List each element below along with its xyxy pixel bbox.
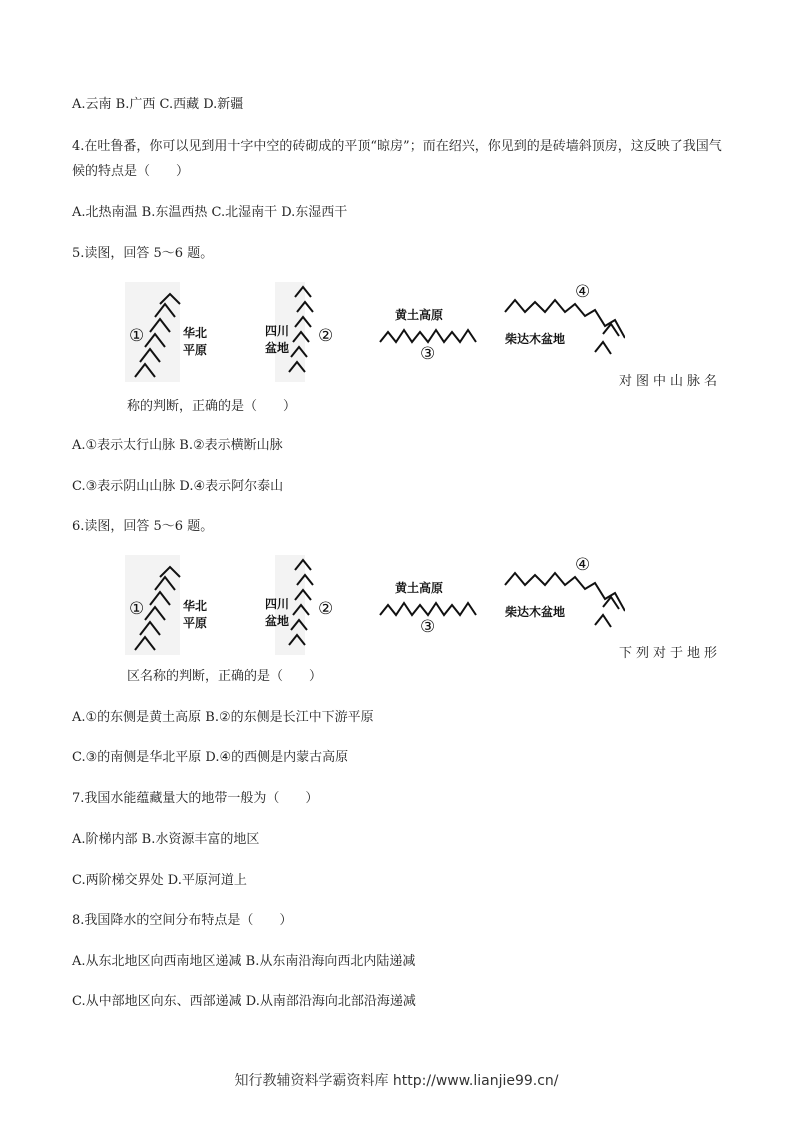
q7-options-cd: C.两阶梯交界处 D.平原河道上 [72, 873, 247, 888]
label-huabei-1: 华北 [183, 599, 208, 613]
marker-4: ④ [575, 282, 591, 302]
label-loess: 黄土高原 [395, 308, 444, 322]
marker-2: ② [318, 599, 334, 619]
q7-options-ab: A.阶梯内部 B.水资源丰富的地区 [72, 832, 260, 847]
q6-options-ab: A.①的东侧是黄土高原 B.②的东侧是长江中下游平原 [72, 710, 374, 725]
q8-options-cd: C.从中部地区向东、西部递减 D.从南部沿海向北部沿海递减 [72, 994, 416, 1009]
label-huabei-2: 平原 [183, 343, 208, 357]
q6-tail-left: 区名称的判断，正确的是（ ） [127, 669, 323, 684]
q8-options-ab: A.从东北地区向西南地区递减 B.从东南沿海向西北内陆递减 [72, 954, 416, 969]
label-sichuan-1: 四川 [265, 324, 290, 338]
marker-4: ④ [575, 555, 591, 575]
mountain-range-3 [380, 330, 476, 342]
q5-options-ab: A.①表示太行山脉 B.②表示横断山脉 [72, 438, 283, 453]
q7-stem: 7.我国水能蕴藏量大的地带一般为（ ） [72, 791, 319, 806]
marker-2: ② [318, 326, 334, 346]
label-huabei-2: 平原 [183, 616, 208, 630]
label-sichuan-2: 盆地 [265, 614, 290, 628]
label-qaidam: 柴达木盆地 [505, 332, 566, 346]
q3-options: A.云南 B.广西 C.西藏 D.新疆 [72, 97, 244, 112]
q5-tail-right: 对图中山脉名 [618, 374, 721, 389]
mountain-figure-q5 [125, 282, 625, 382]
marker-1: ① [129, 599, 145, 619]
label-qaidam: 柴达木盆地 [505, 605, 566, 619]
q5-intro: 5.读图，回答 5～6 题。 [72, 246, 214, 261]
q6-intro: 6.读图，回答 5～6 题。 [72, 519, 214, 534]
q5-options-cd: C.③表示阴山山脉 D.④表示阿尔泰山 [72, 479, 284, 494]
q6-options-cd: C.③的南侧是华北平原 D.④的西侧是内蒙古高原 [72, 750, 349, 765]
label-loess: 黄土高原 [395, 581, 444, 595]
q5-tail-left: 称的判断，正确的是（ ） [127, 399, 297, 414]
q8-stem: 8.我国降水的空间分布特点是（ ） [72, 913, 293, 928]
mountain-figure-q6 [125, 555, 625, 655]
marker-3: ③ [420, 617, 436, 637]
footer-watermark: 知行教辅资料学霸资料库 http://www.lianjie99.cn/ [234, 1073, 559, 1089]
q4-options: A.北热南温 B.东温西热 C.北湿南干 D.东湿西干 [72, 205, 348, 220]
label-sichuan-1: 四川 [265, 597, 290, 611]
q4-stem: 4.在吐鲁番，你可以见到用十字中空的砖砌成的平顶“晾房”；而在绍兴，你见到的是砖墙斜顶房，这反映了我国气候的特点是（ ） [72, 139, 722, 179]
label-sichuan-2: 盆地 [265, 341, 290, 355]
label-huabei-1: 华北 [183, 326, 208, 340]
marker-3: ③ [420, 344, 436, 364]
marker-1: ① [129, 326, 145, 346]
q6-tail-right: 下列对于地形 [618, 646, 721, 661]
